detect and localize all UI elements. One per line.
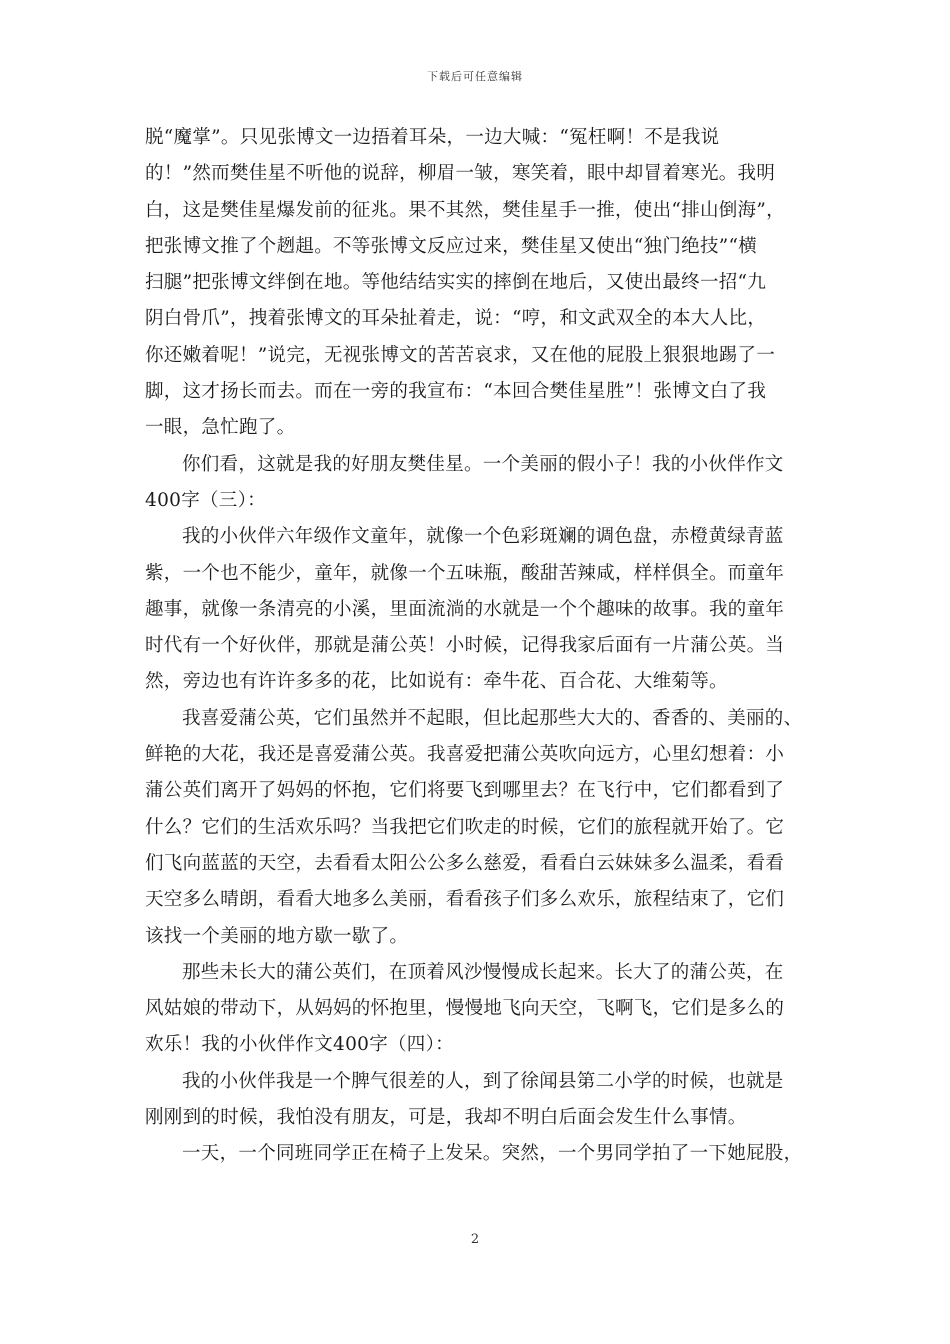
text-line: 脚，这才扬长而去。而在一旁的我宣布：“本回合樊佳星胜”！张博文白了我: [145, 381, 767, 403]
paragraph-start-line: 那些未长大的蒲公英们，在顶着风沙慢慢成长起来。长大了的蒲公英，在: [182, 961, 784, 983]
text-line: 欢乐！我的小伙伴作文400字（四）：: [145, 1034, 454, 1056]
text-line: 们飞向蓝蓝的天空，去看看太阳公公多么慈爱，看看白云妹妹多么温柔，看看: [145, 852, 785, 874]
text-line: 你还嫩着呢！”说完，无视张博文的苦苦哀求，又在他的屁股上狠狠地踢了一: [145, 344, 776, 366]
text-line: 时代有一个好伙伴，那就是蒲公英！小时候，记得我家后面有一片蒲公英。当: [145, 635, 785, 657]
text-line: 白，这是樊佳星爆发前的征兆。果不其然，樊佳星手一推，使出“排山倒海”，: [145, 199, 785, 221]
paragraph-start-line: 我的小伙伴六年级作文童年，就像一个色彩斑斓的调色盘，赤橙黄绿青蓝: [182, 526, 784, 548]
paragraph-start-line: 你们看，这就是我的好朋友樊佳星。一个美丽的假小子！我的小伙伴作文: [182, 453, 784, 475]
text-line: 的！”然而樊佳星不听他的说辞，柳眉一皱，寒笑着，眼中却冒着寒光。我明: [145, 163, 776, 185]
text-line: 风姑娘的带动下，从妈妈的怀抱里，慢慢地飞向天空，飞啊飞，它们是多么的: [145, 998, 785, 1020]
page-header: 下载后可任意编辑: [427, 70, 523, 83]
text-line: 该找一个美丽的地方歇一歇了。: [145, 925, 409, 947]
text-line: 把张博文推了个趔趄。不等张博文反应过来，樊佳星又使出“独门绝技”“横: [145, 235, 758, 257]
text-line: 一眼，急忙跑了。: [145, 417, 296, 439]
text-line: 然，旁边也有许许多多的花，比如说有：牵牛花、百合花、大维菊等。: [145, 671, 728, 693]
text-line: 紫，一个也不能少，童年，就像一个五味瓶，酸甜苦辣咸，样样俱全。而童年: [145, 562, 785, 584]
text-line: 蒲公英们离开了妈妈的怀抱，它们将要飞到哪里去？在飞行中，它们都看到了: [145, 780, 785, 802]
paragraph-start-line: 我的小伙伴我是一个脾气很差的人，到了徐闻县第二小学的时候，也就是: [182, 1070, 784, 1092]
page-number: 2: [470, 1232, 480, 1247]
text-line: 天空多么晴朗，看看大地多么美丽，看看孩子们多么欢乐，旅程结束了，它们: [145, 889, 785, 911]
text-line: 鲜艳的大花，我还是喜爱蒲公英。我喜爱把蒲公英吹向远方，心里幻想着：小: [145, 744, 785, 766]
text-line: 什么？它们的生活欢乐吗？当我把它们吹走的时候，它们的旅程就开始了。它: [145, 816, 785, 838]
document-body: [145, 120, 810, 1173]
text-line: 趣事，就像一条清亮的小溪，里面流淌的水就是一个个趣味的故事。我的童年: [145, 598, 785, 620]
text-line: 扫腿”把张博文绊倒在地。等他结结实实的摔倒在地后，又使出最终一招“九: [145, 272, 767, 294]
text-line: 刚刚到的时候，我怕没有朋友，可是，我却不明白后面会发生什么事情。: [145, 1107, 747, 1129]
text-line: 脱“魔掌”。只见张博文一边捂着耳朵，一边大喊：“冤枉啊！不是我说: [145, 127, 720, 148]
text-line: 400字（三）：: [145, 489, 266, 511]
text-line: 阴白骨爪”，拽着张博文的耳朵扯着走，说：“哼，和文武双全的本大人比，: [145, 308, 767, 330]
paragraph-start-line: 一天，一个同班同学正在椅子上发呆。突然，一个男同学拍了一下她屁股，: [182, 1143, 803, 1165]
paragraph-start-line: 我喜爱蒲公英，它们虽然并不起眼，但比起那些大大的、香香的、美丽的、: [182, 707, 803, 729]
